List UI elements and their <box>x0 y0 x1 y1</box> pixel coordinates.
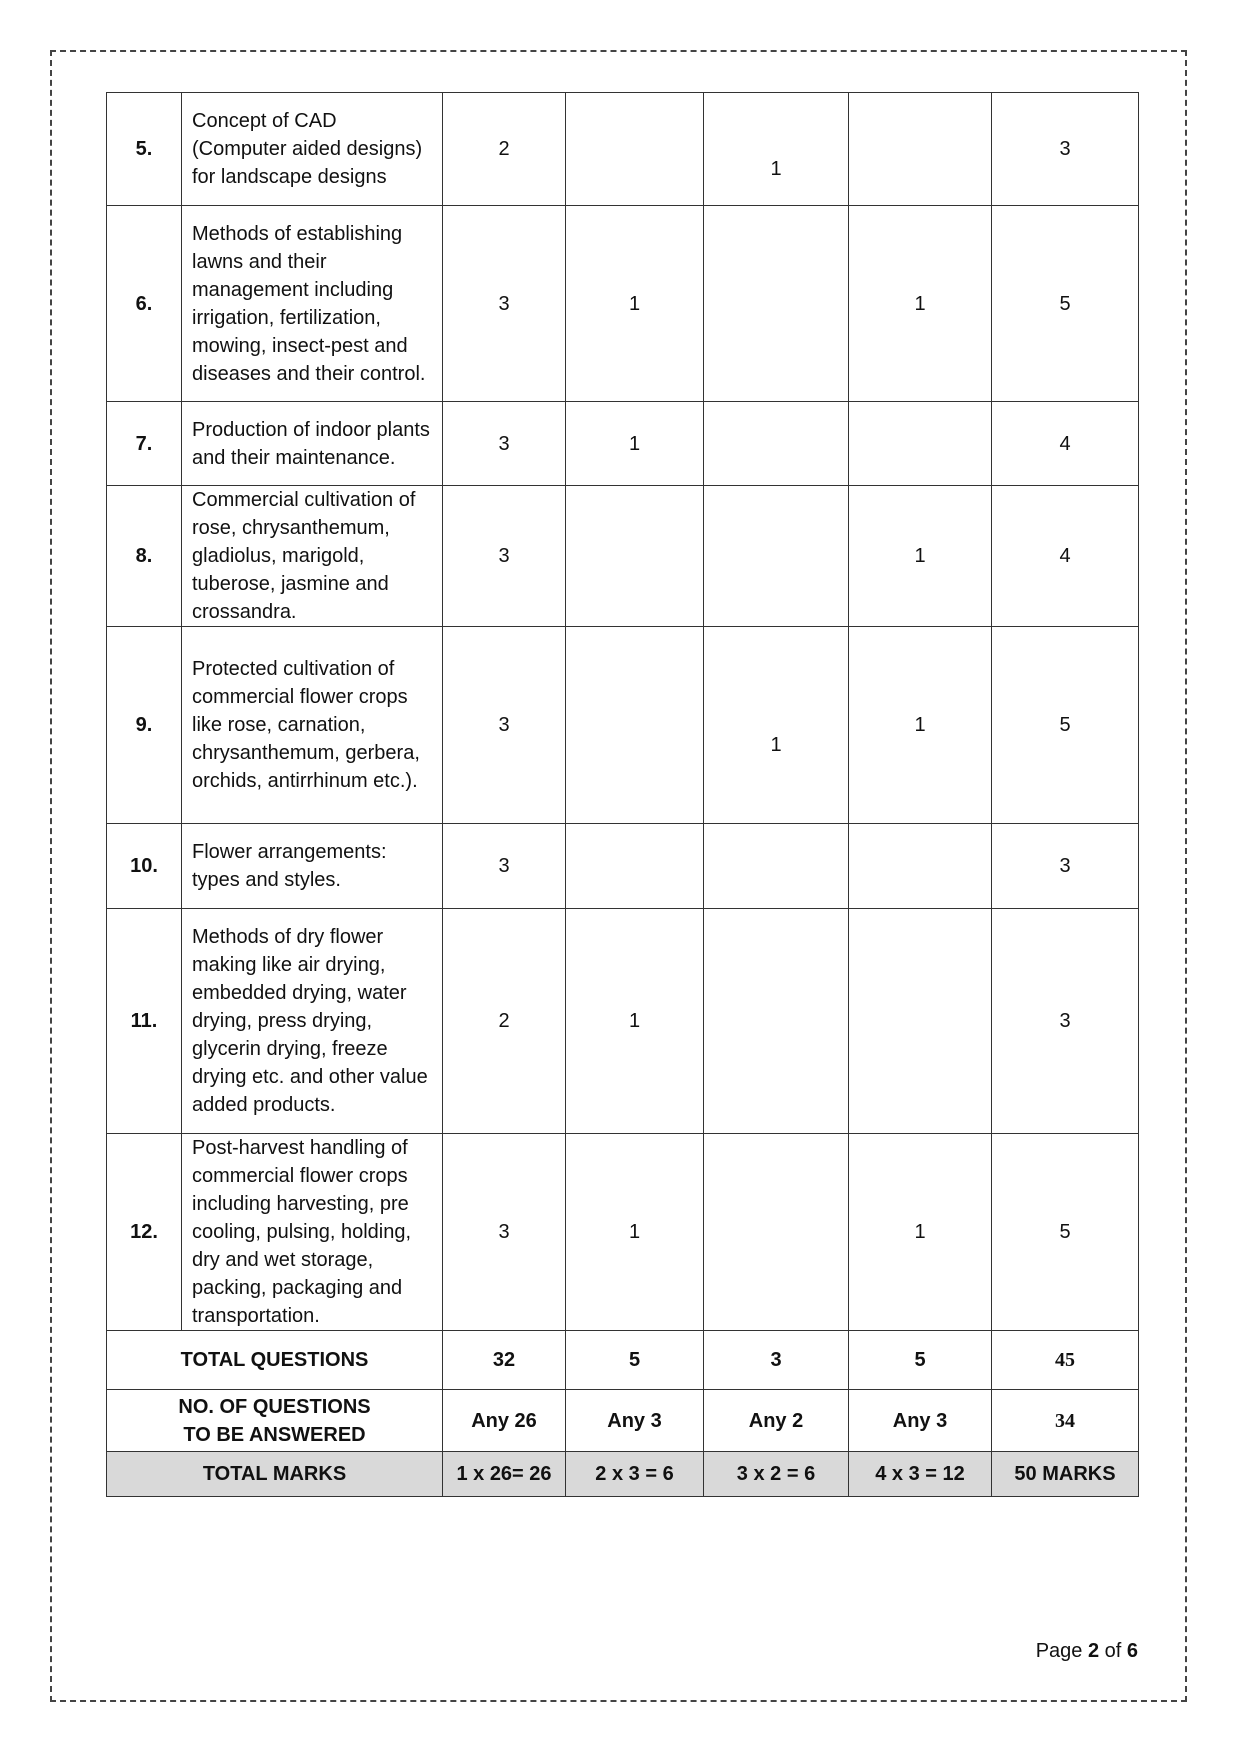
unit-number: 6. <box>107 206 182 402</box>
three-mark-count <box>704 824 849 909</box>
unit-topic: Flower arrangements: types and styles. <box>182 824 443 909</box>
total-count: 4 <box>992 402 1139 486</box>
total-pages: 6 <box>1126 1640 1138 1662</box>
unit-topic: Post-harvest handling of commercial flower crops including harvesting, pre cooling, pulsing, holding, dry and wet storage, packing, packaging and transportation. <box>182 1134 443 1331</box>
three-mark-count <box>704 1134 849 1331</box>
four-mark-answer: Any 3 <box>849 1390 992 1452</box>
one-mark-count: 3 <box>443 206 566 402</box>
four-mark-total: 5 <box>849 1331 992 1390</box>
four-mark-count <box>849 824 992 909</box>
unit-number: 8. <box>107 486 182 627</box>
total-count: 5 <box>992 627 1139 824</box>
grand-total-questions: 45 <box>992 1331 1139 1390</box>
table-row <box>107 206 1139 402</box>
unit-topic: Commercial cultivation of rose, chrysanthemum, gladiolus, marigold, tuberose, jasmine and crossandra. <box>182 486 443 627</box>
three-mark-count: 1 <box>704 627 849 824</box>
total-marks-row <box>107 1452 1139 1497</box>
four-mark-count: 1 <box>849 486 992 627</box>
unit-number: 11. <box>107 909 182 1134</box>
grand-total-answer: 34 <box>992 1390 1139 1452</box>
four-mark-marks: 4 x 3 = 12 <box>849 1452 992 1497</box>
questions-to-answer-label-line2: TO BE ANSWERED <box>183 1423 366 1446</box>
total-count: 5 <box>992 1134 1139 1331</box>
four-mark-count: 1 <box>849 206 992 402</box>
total-count: 4 <box>992 486 1139 627</box>
one-mark-count: 2 <box>443 93 566 206</box>
four-mark-count: 1 <box>849 1134 992 1331</box>
two-mark-count: 1 <box>566 206 704 402</box>
unit-number: 5. <box>107 93 182 206</box>
unit-number: 10. <box>107 824 182 909</box>
four-mark-count <box>849 93 992 206</box>
table-row <box>107 909 1139 1134</box>
questions-to-answer-label-line1: NO. OF QUESTIONS <box>178 1395 371 1418</box>
total-questions-row <box>107 1331 1139 1390</box>
unit-topic: Methods of dry flower making like air drying, embedded drying, water drying, press drying, glycerin drying, freeze drying etc. and other value added products. <box>182 909 443 1134</box>
unit-number: 12. <box>107 1134 182 1331</box>
one-mark-count: 3 <box>443 824 566 909</box>
current-page: 2 <box>1087 1640 1100 1662</box>
two-mark-count: 1 <box>566 909 704 1134</box>
one-mark-total: 32 <box>443 1331 566 1390</box>
three-mark-count <box>704 486 849 627</box>
four-mark-count <box>849 402 992 486</box>
two-mark-count: 1 <box>566 1134 704 1331</box>
questions-to-answer-row <box>107 1390 1139 1452</box>
two-mark-count <box>566 486 704 627</box>
one-mark-count: 3 <box>443 402 566 486</box>
unit-topic: Concept of CAD (Computer aided designs) for landscape designs <box>182 93 443 206</box>
four-mark-count: 1 <box>849 627 992 824</box>
three-mark-count <box>704 206 849 402</box>
one-mark-answer: Any 26 <box>443 1390 566 1452</box>
table-row <box>107 402 1139 486</box>
two-mark-count <box>566 627 704 824</box>
one-mark-count: 3 <box>443 486 566 627</box>
two-mark-count: 1 <box>566 402 704 486</box>
two-mark-marks: 2 x 3 = 6 <box>566 1452 704 1497</box>
table-row <box>107 627 1139 824</box>
grand-total-marks: 50 MARKS <box>992 1452 1139 1497</box>
four-mark-count <box>849 909 992 1134</box>
total-count: 5 <box>992 206 1139 402</box>
marks-distribution-table <box>106 92 1139 1497</box>
table-row <box>107 93 1139 206</box>
total-questions-label: TOTAL QUESTIONS <box>107 1331 443 1390</box>
table-row <box>107 486 1139 627</box>
two-mark-answer: Any 3 <box>566 1390 704 1452</box>
three-mark-total: 3 <box>704 1331 849 1390</box>
three-mark-answer: Any 2 <box>704 1390 849 1452</box>
total-count: 3 <box>992 824 1139 909</box>
three-mark-count: 1 <box>704 93 849 206</box>
one-mark-marks: 1 x 26= 26 <box>443 1452 566 1497</box>
three-mark-count <box>704 402 849 486</box>
total-count: 3 <box>992 909 1139 1134</box>
table-row <box>107 1134 1139 1331</box>
two-mark-count <box>566 93 704 206</box>
two-mark-total: 5 <box>566 1331 704 1390</box>
two-mark-count <box>566 824 704 909</box>
three-mark-marks: 3 x 2 = 6 <box>704 1452 849 1497</box>
unit-number: 7. <box>107 402 182 486</box>
table-row <box>107 824 1139 909</box>
questions-to-answer-label <box>107 1390 443 1452</box>
page-number: Page 2 of 6 <box>1035 1640 1138 1662</box>
unit-topic: Protected cultivation of commercial flower crops like rose, carnation, chrysanthemum, gerbera, orchids, antirrhinum etc.). <box>182 627 443 824</box>
total-count: 3 <box>992 93 1139 206</box>
unit-topic: Methods of establishing lawns and their management including irrigation, fertilization, mowing, insect-pest and diseases and their control. <box>182 206 443 402</box>
three-mark-count <box>704 909 849 1134</box>
unit-topic: Production of indoor plants and their maintenance. <box>182 402 443 486</box>
one-mark-count: 3 <box>443 627 566 824</box>
one-mark-count: 2 <box>443 909 566 1134</box>
unit-number: 9. <box>107 627 182 824</box>
one-mark-count: 3 <box>443 1134 566 1331</box>
total-marks-label: TOTAL MARKS <box>107 1452 443 1497</box>
